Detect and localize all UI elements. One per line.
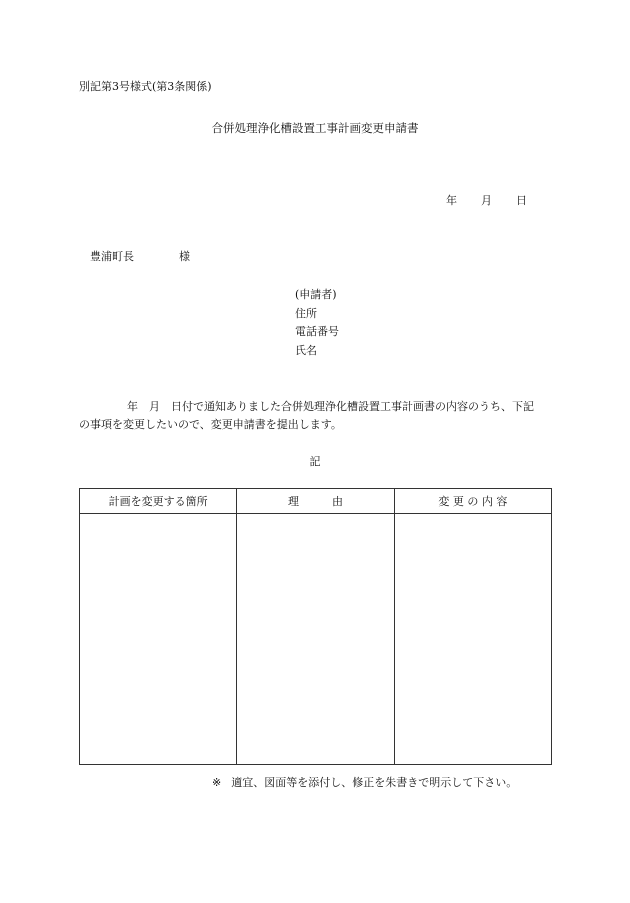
cell-reason[interactable] [237, 514, 394, 765]
header-change-location: 計画を変更する箇所 [80, 489, 237, 514]
addressee-honorific: 様 [179, 250, 190, 263]
table-header-row [80, 489, 552, 514]
addressee-name: 豊浦町長 [90, 250, 134, 263]
header-change-content: 変 更 の 内 容 [394, 489, 551, 514]
applicant-name-label: 氏名 [295, 343, 317, 357]
footnote [212, 776, 517, 790]
body-text-line-1: 年 月 日付で通知ありました合併処理浄化槽設置工事計画書の内容のうち、下記 [127, 400, 534, 413]
document-title: 合併処理浄化槽設置工事計画変更申請書 [211, 121, 419, 135]
form-number: 別記第3号様式(第3条関係) [79, 80, 212, 93]
cell-change-location[interactable] [80, 514, 237, 765]
note-mark: ※ [212, 776, 222, 789]
date-year-label: 年 [446, 194, 457, 207]
ki-heading: 記 [309, 455, 321, 468]
footnote-text: 適宜、図面等を添付し、修正を朱書きで明示して下さい。 [231, 776, 518, 789]
addressee [90, 250, 190, 264]
header-reason: 理 由 [237, 489, 394, 514]
cell-change-content[interactable] [394, 514, 551, 765]
applicant-phone-label: 電話番号 [295, 325, 339, 338]
date-month-label: 月 [481, 194, 492, 207]
date-day-label: 日 [516, 194, 527, 207]
body-text-line-2: の事項を変更したいので、変更申請書を提出します。 [79, 418, 342, 431]
applicant-address-label: 住所 [295, 306, 317, 320]
date-line [446, 194, 527, 208]
change-table [79, 488, 552, 765]
body-text [79, 398, 559, 434]
applicant-block [295, 286, 339, 360]
table-row [80, 514, 552, 765]
applicant-heading: (申請者) [295, 288, 337, 301]
